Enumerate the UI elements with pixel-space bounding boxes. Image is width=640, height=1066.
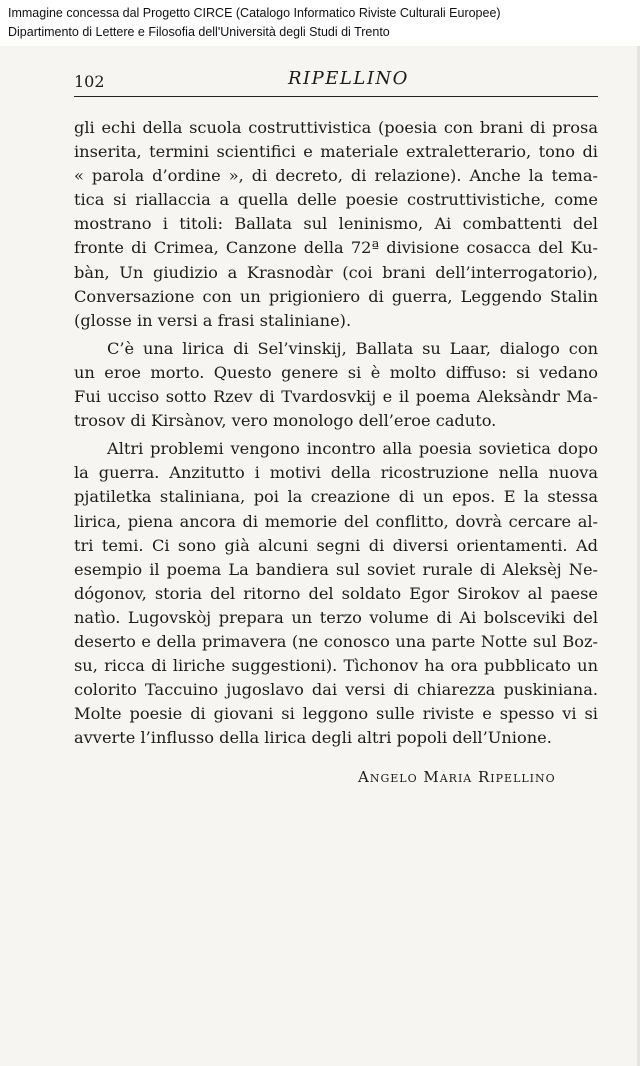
text-line: colorito Taccuino jugoslavo dai versi di chiarezza puskiniana. <box>74 680 598 700</box>
text-line: avverte l’influsso della lirica degli altri popoli dell’Unione. <box>74 728 552 748</box>
article-body <box>74 116 598 750</box>
text-line: gli echi della scuola costruttivistica (poesia con brani di prosa <box>74 118 598 137</box>
text-line: C’è una lirica di Sel’vinskij, Ballata su Laar, dialogo con <box>107 338 598 358</box>
text-line: deserto e della primavera (ne conosco una parte Notte sul Boz- <box>74 631 598 651</box>
text-line: Fui ucciso sotto Rzev di Tvardosvkij e il poema Aleksàndr Ma- <box>74 387 598 407</box>
header-rule <box>74 96 598 97</box>
copyright-notice <box>0 0 640 46</box>
text-line: natìo. Lugovskòj prepara un terzo volume di Ai bolsceviki del <box>74 607 598 627</box>
text-line: Altri problemi vengono incontro alla poesia sovietica dopo <box>107 439 598 459</box>
text-line: Molte poesie di giovani si leggono sulle riviste e spesso vi si <box>74 704 598 724</box>
text-line: Conversazione con un prigioniero di guerra, Leggendo Stalin <box>74 286 598 306</box>
text-line: tica si riallaccia a quella delle poesie costruttivistiche, come <box>74 190 598 210</box>
notice-line-2: Dipartimento di Lettere e Filosofia dell'Università degli Studi di Trento <box>8 25 390 39</box>
text-line: (glosse in versi a frasi staliniane). <box>74 310 352 330</box>
text-line: la guerra. Anzitutto i motivi della ricostruzione nella nuova <box>74 463 598 483</box>
text-line: un eroe morto. Questo genere si è molto diffuso: si vedano <box>74 362 598 382</box>
author-signature: Angelo Maria Ripellino <box>358 768 556 786</box>
text-line: dógonov, storia del ritorno del soldato Egor Sirokov al paese <box>74 583 598 603</box>
text-line: su, ricca di liriche suggestioni). Tìchonov ha ora pubblicato un <box>74 656 598 676</box>
text-line: tri temi. Ci sono già alcuni segni di diversi orientamenti. Ad <box>74 535 598 555</box>
paragraph-2 <box>74 337 598 433</box>
notice-line-1: Immagine concessa dal Progetto CIRCE (Catalogo Informatico Riviste Culturali Europee) <box>8 6 501 20</box>
text-line: inserita, termini scientifici e materiale extraletterario, tono di <box>74 142 598 162</box>
text-line: fronte di Crimea, Canzone della 72ª divisione cosacca del Ku- <box>74 238 598 258</box>
text-line: pjatiletka staliniana, poi la creazione di un epos. E la stessa <box>74 487 598 507</box>
paragraph-1 <box>74 116 598 333</box>
text-line: lirica, piena ancora di memorie del conflitto, dovrà cercare al- <box>74 511 598 531</box>
text-line: « parola d’ordine », di decreto, di relazione). Anche la tema- <box>74 166 598 186</box>
running-head: RIPELLINO <box>288 68 409 89</box>
text-line: mostrano i titoli: Ballata sul leninismo, Ai combattenti del <box>74 214 598 234</box>
page-number: 102 <box>74 72 105 91</box>
text-line: bàn, Un giudizio a Krasnodàr (coi brani dell’interrogatorio), <box>74 262 598 282</box>
paragraph-3 <box>74 437 598 750</box>
page-header <box>74 68 598 94</box>
text-line: trosov di Kirsànov, vero monologo dell’eroe caduto. <box>74 411 497 431</box>
text-line: esempio il poema La bandiera sul soviet rurale di Aleksèj Ne- <box>74 559 598 579</box>
